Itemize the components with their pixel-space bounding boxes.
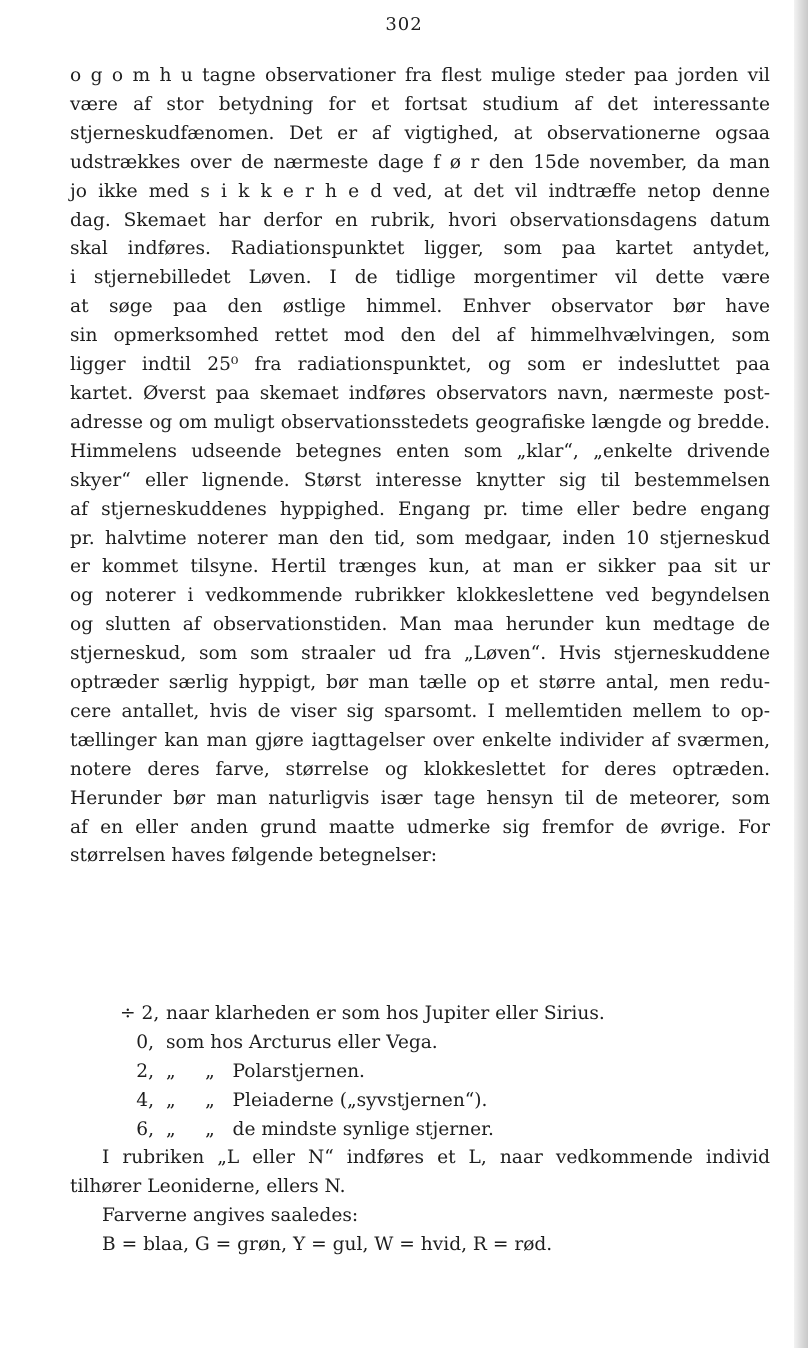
text-line: ligger indtil 25⁰ fra radiationspunktet, og som er indesluttet paa bbox=[70, 354, 770, 376]
magnitude-row bbox=[120, 1116, 760, 1145]
text-line: pr. halvtime noterer man den tid, som medgaar, inden 10 stjerneskud bbox=[70, 527, 770, 549]
text-line: dag. Skemaet har derfor en rubrik, hvori observationsdagens datum bbox=[70, 209, 770, 231]
magnitude-value: ÷ 2, bbox=[120, 1003, 160, 1024]
magnitude-description: naar klarheden er som hos Jupiter eller Sirius. bbox=[166, 1003, 605, 1024]
page-number: 302 bbox=[385, 14, 423, 35]
text-line: af en eller anden grund maatte udmerke sig fremfor de øvrige. For bbox=[70, 816, 770, 838]
magnitude-value: 4, bbox=[136, 1089, 154, 1111]
text-line: stjerneskudfænomen. Det er af vigtighed, at observationerne ogsaa bbox=[70, 122, 770, 144]
text-line: notere deres farve, størrelse og klokkeslettet for deres optræden. bbox=[70, 758, 770, 780]
text-line: og slutten af observationstiden. Man maa herunder kun medtage de bbox=[70, 614, 770, 636]
magnitude-description: „ „ Polarstjernen. bbox=[166, 1060, 365, 1082]
magnitude-scale-list bbox=[120, 1000, 760, 1145]
text-line: skyer“ eller lignende. Størst interesse knytter sig til bestemmelsen bbox=[70, 469, 770, 491]
text-line: er kommet tilsyne. Hertil trænges kun, at man er sikker paa sit ur bbox=[70, 556, 770, 578]
text-line: og noterer i vedkommende rubrikker klokkeslettene ved begyndelsen bbox=[70, 585, 770, 607]
text-line: sin opmerksomhed rettet mod den del af himmelhvælvingen, som bbox=[70, 325, 770, 347]
text-line: I rubriken „L eller N“ indføres et L, naar vedkommende individ bbox=[102, 1147, 770, 1168]
text-line: o g o m h u tagne observationer fra flest mulige steder paa jorden vil bbox=[70, 65, 770, 86]
page-edge-shadow bbox=[794, 0, 808, 1348]
magnitude-value: 6, bbox=[136, 1118, 154, 1140]
main-paragraph bbox=[70, 62, 770, 871]
magnitude-row bbox=[120, 1029, 760, 1058]
magnitude-value: 2, bbox=[136, 1060, 154, 1082]
text-line: tilhører Leoniderne, ellers N. bbox=[70, 1175, 346, 1197]
magnitude-row bbox=[120, 1058, 760, 1087]
text-line: af stjerneskuddenes hyppighed. Engang pr. time eller bedre engang bbox=[70, 498, 770, 520]
magnitude-row bbox=[120, 1087, 760, 1116]
text-line: stjerneskud, som som straaler ud fra „Løven“. Hvis stjerneskuddene bbox=[70, 643, 770, 665]
closing-paragraphs bbox=[70, 1144, 770, 1260]
text-line: at søge paa den østlige himmel. Enhver observator bør have bbox=[70, 296, 770, 318]
text-line: Farverne angives saaledes: bbox=[102, 1204, 359, 1226]
text-line: tællinger kan man gjøre iagttagelser over enkelte individer af sværmen, bbox=[70, 729, 770, 751]
text-line: cere antallet, hvis de viser sig sparsomt. I mellemtiden mellem to op- bbox=[70, 700, 770, 722]
text-line: optræder særlig hyppigt, bør man tælle op et større antal, men redu- bbox=[70, 672, 770, 694]
text-line: adresse og om muligt observationsstedets geografiske længde og bredde. bbox=[70, 411, 770, 433]
text-line: udstrækkes over de nærmeste dage f ø r den 15de november, da man bbox=[70, 151, 770, 173]
magnitude-description: „ „ de mindste synlige stjerner. bbox=[166, 1118, 494, 1140]
text-line: størrelsen haves følgende betegnelser: bbox=[70, 845, 438, 867]
text-line: skal indføres. Radiationspunktet ligger, som paa kartet antydet, bbox=[70, 238, 770, 260]
text-line: jo ikke med s i k k e r h e d ved, at det vil indtræffe netop denne bbox=[70, 180, 770, 202]
magnitude-description: „ „ Pleiaderne („syvstjernen“). bbox=[166, 1089, 488, 1111]
text-line: Himmelens udseende betegnes enten som „klar“, „enkelte drivende bbox=[70, 440, 770, 462]
magnitude-description: som hos Arcturus eller Vega. bbox=[166, 1031, 438, 1053]
text-line: være af stor betydning for et fortsat studium af det interessante bbox=[70, 93, 770, 115]
text-line: kartet. Øverst paa skemaet indføres observators navn, nærmeste post- bbox=[70, 382, 770, 404]
magnitude-value: 0, bbox=[136, 1031, 154, 1053]
color-codes-line: B = blaa, G = grøn, Y = gul, W = hvid, R = rød. bbox=[102, 1233, 553, 1255]
text-line: Herunder bør man naturligvis især tage hensyn til de meteorer, som bbox=[70, 787, 770, 809]
magnitude-row bbox=[120, 1000, 760, 1029]
text-line: i stjernebilledet Løven. I de tidlige morgentimer vil dette være bbox=[70, 267, 770, 289]
